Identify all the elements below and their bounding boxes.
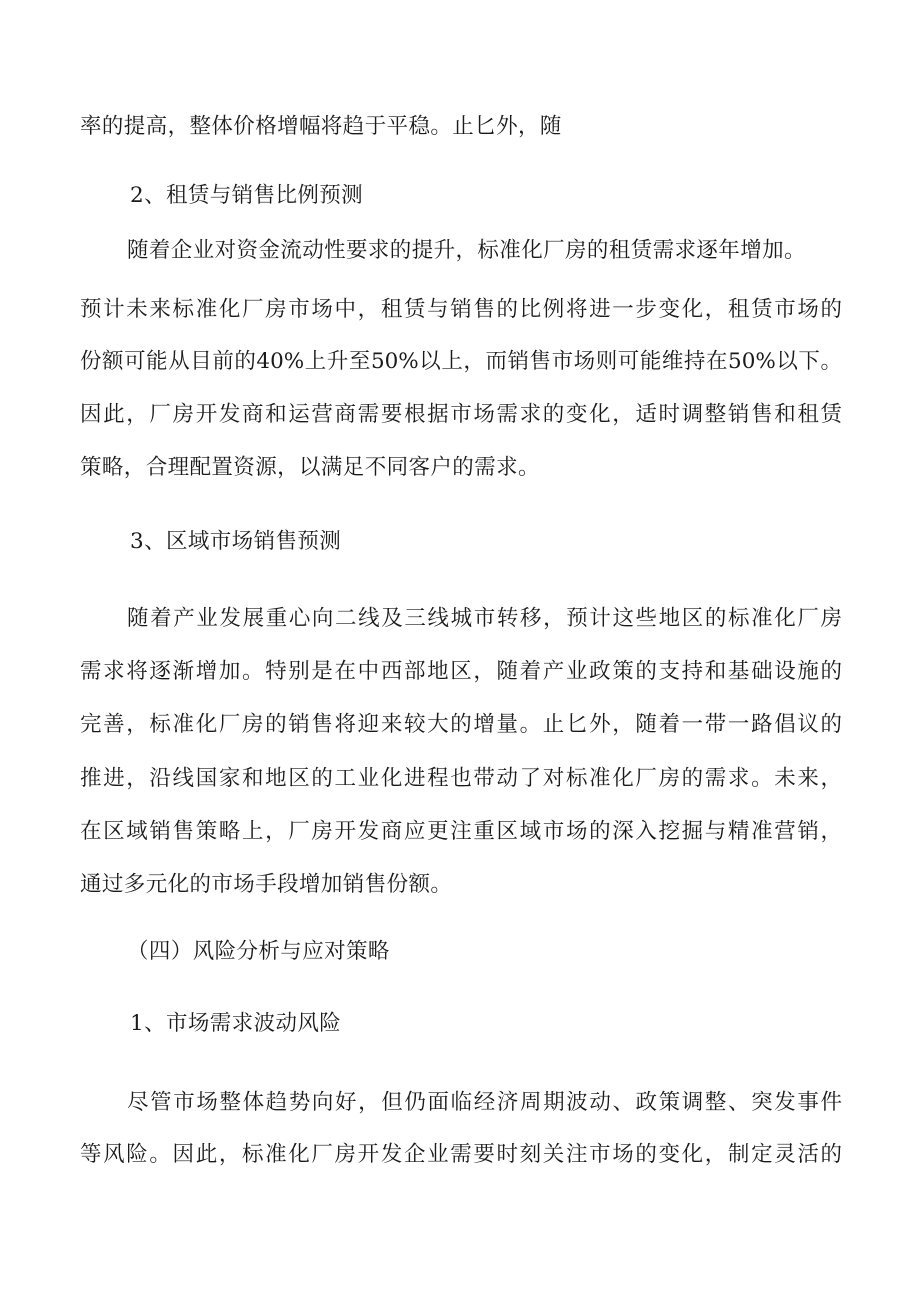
paragraph-line: 随着企业对资金流动性要求的提升，标准化厂房的租赁需求逐年增加。 [127, 238, 806, 263]
paragraph-line: 预计未来标准化厂房市场中，租赁与销售的比例将进一步变化，租赁市场的 [80, 297, 842, 322]
paragraph-line: 随着产业发展重心向二线及三线城市转移，预计这些地区的标准化厂房 [127, 606, 842, 631]
paragraph-line: 策略，合理配置资源，以满足不同客户的需求。 [80, 455, 540, 480]
subheading-regional-sales: 3、区域市场销售预测 [130, 529, 342, 554]
section-heading-risk-analysis: （四）风险分析与应对策略 [127, 939, 390, 964]
paragraph-line: 完善，标准化厂房的销售将迎来较大的增量。止匕外，随着一带一路倡议的 [80, 712, 842, 737]
paragraph-line: 推进，沿线国家和地区的工业化进程也带动了对标准化厂房的需求。未来， [80, 766, 842, 791]
paragraph-line: 率的提高，整体价格增幅将趋于平稳。止匕外，随 [80, 114, 562, 139]
subheading-rental-sales-ratio: 2、租赁与销售比例预测 [130, 183, 364, 208]
paragraph-line: 份额可能从目前的40%上升至50%以上，而销售市场则可能维持在50%以下。 [80, 349, 842, 374]
paragraph-line: 在区域销售策略上，厂房开发商应更注重区域市场的深入挖掘与精准营销， [80, 819, 842, 844]
subheading-demand-fluctuation: 1、市场需求波动风险 [130, 1011, 342, 1036]
paragraph-line: 因此，厂房开发商和运营商需要根据市场需求的变化，适时调整销售和租赁 [80, 402, 842, 427]
paragraph-line: 需求将逐渐增加。特别是在中西部地区，随着产业政策的支持和基础设施的 [80, 659, 842, 684]
paragraph-line: 等风险。因此，标准化厂房开发企业需要时刻关注市场的变化，制定灵活的 [80, 1142, 842, 1167]
paragraph-line: 尽管市场整体趋势向好，但仍面临经济周期波动、政策调整、突发事件 [127, 1090, 842, 1115]
paragraph-line: 通过多元化的市场手段增加销售份额。 [80, 872, 453, 897]
